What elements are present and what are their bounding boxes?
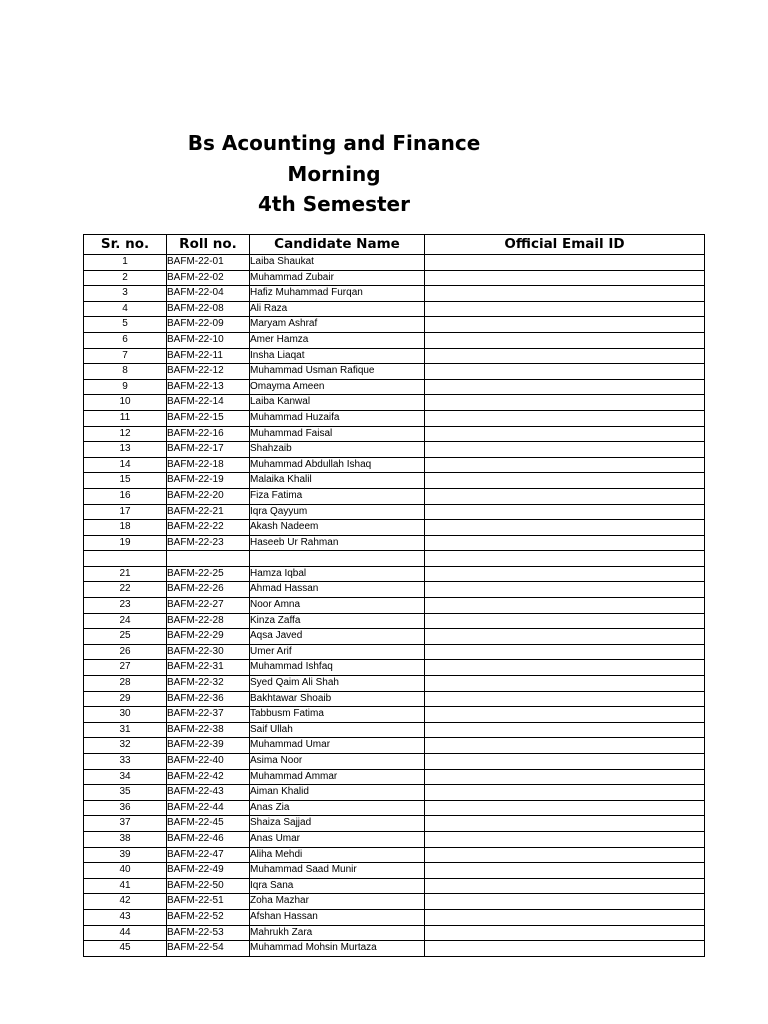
cell-sr-no: 37: [84, 816, 167, 832]
cell-roll-no: BAFM-22-13: [167, 379, 250, 395]
cell-roll-no: BAFM-22-20: [167, 488, 250, 504]
cell-candidate-name: Muhammad Saad Munir: [250, 863, 425, 879]
cell-roll-no: BAFM-22-22: [167, 520, 250, 536]
cell-roll-no: BAFM-22-37: [167, 707, 250, 723]
table-row: [84, 504, 705, 520]
table-row: [84, 520, 705, 536]
table-row: [84, 613, 705, 629]
cell-candidate-name: Kinza Zaffa: [250, 613, 425, 629]
cell-official-email: [425, 847, 705, 863]
header-sr-no: Sr. no.: [84, 235, 167, 255]
cell-candidate-name: Bakhtawar Shoaib: [250, 691, 425, 707]
cell-candidate-name: Asima Noor: [250, 754, 425, 770]
table-row: [84, 473, 705, 489]
cell-candidate-name: Zoha Mazhar: [250, 894, 425, 910]
cell-official-email: [425, 644, 705, 660]
table-row: [84, 925, 705, 941]
table-row: [84, 707, 705, 723]
shift-title: Morning: [287, 161, 381, 186]
cell-sr-no: 41: [84, 878, 167, 894]
cell-official-email: [425, 909, 705, 925]
cell-sr-no: 14: [84, 457, 167, 473]
cell-roll-no: BAFM-22-42: [167, 769, 250, 785]
cell-sr-no: 7: [84, 348, 167, 364]
cell-sr-no: 42: [84, 894, 167, 910]
cell-official-email: [425, 301, 705, 317]
cell-sr-no: 16: [84, 488, 167, 504]
cell-candidate-name: Syed Qaim Ali Shah: [250, 676, 425, 692]
cell-roll-no: BAFM-22-16: [167, 426, 250, 442]
cell-official-email: [425, 707, 705, 723]
table-row: [84, 301, 705, 317]
cell-official-email: [425, 379, 705, 395]
table-row: [84, 738, 705, 754]
cell-roll-no: BAFM-22-04: [167, 286, 250, 302]
table-row: [84, 894, 705, 910]
cell-candidate-name: Ali Raza: [250, 301, 425, 317]
cell-roll-no: BAFM-22-10: [167, 332, 250, 348]
cell-sr-no: 10: [84, 395, 167, 411]
table-row: [84, 270, 705, 286]
cell-sr-no: 9: [84, 379, 167, 395]
cell-candidate-name: Muhammad Mohsin Murtaza: [250, 941, 425, 957]
table-row: [84, 255, 705, 271]
cell-candidate-name: Aqsa Javed: [250, 629, 425, 645]
cell-official-email: [425, 270, 705, 286]
cell-candidate-name: Haseeb Ur Rahman: [250, 535, 425, 551]
table-row: [84, 941, 705, 957]
cell-roll-no: BAFM-22-25: [167, 566, 250, 582]
cell-candidate-name: Muhammad Faisal: [250, 426, 425, 442]
cell-official-email: [425, 613, 705, 629]
cell-roll-no: BAFM-22-15: [167, 410, 250, 426]
cell-candidate-name: Akash Nadeem: [250, 520, 425, 536]
cell-roll-no: BAFM-22-36: [167, 691, 250, 707]
student-roster-table: [83, 234, 705, 957]
table-row: [84, 754, 705, 770]
table-body: [84, 255, 705, 957]
cell-sr-no: 35: [84, 785, 167, 801]
cell-sr-no: 45: [84, 941, 167, 957]
cell-roll-no: BAFM-22-54: [167, 941, 250, 957]
cell-candidate-name: Muhammad Zubair: [250, 270, 425, 286]
cell-candidate-name: Shahzaib: [250, 442, 425, 458]
cell-sr-no: 3: [84, 286, 167, 302]
cell-roll-no: BAFM-22-27: [167, 598, 250, 614]
cell-official-email: [425, 925, 705, 941]
cell-official-email: [425, 488, 705, 504]
cell-candidate-name: Aiman Khalid: [250, 785, 425, 801]
cell-candidate-name: Anas Zia: [250, 800, 425, 816]
cell-official-email: [425, 535, 705, 551]
table-row: [84, 769, 705, 785]
cell-sr-no: 18: [84, 520, 167, 536]
cell-sr-no: 27: [84, 660, 167, 676]
cell-sr-no: 1: [84, 255, 167, 271]
cell-official-email: [425, 286, 705, 302]
cell-sr-no: 40: [84, 863, 167, 879]
header-roll-no: Roll no.: [167, 235, 250, 255]
program-title: Bs Acounting and Finance: [187, 131, 481, 155]
cell-roll-no: BAFM-22-30: [167, 644, 250, 660]
table-row: [84, 800, 705, 816]
cell-sr-no: 13: [84, 442, 167, 458]
cell-candidate-name: Anas Umar: [250, 831, 425, 847]
cell-sr-no: 39: [84, 847, 167, 863]
cell-official-email: [425, 894, 705, 910]
cell-candidate-name: Hafiz Muhammad Furqan: [250, 286, 425, 302]
cell-roll-no: BAFM-22-01: [167, 255, 250, 271]
cell-sr-no: [84, 551, 167, 567]
cell-sr-no: 44: [84, 925, 167, 941]
cell-roll-no: BAFM-22-09: [167, 317, 250, 333]
cell-official-email: [425, 566, 705, 582]
cell-roll-no: BAFM-22-31: [167, 660, 250, 676]
cell-roll-no: BAFM-22-50: [167, 878, 250, 894]
cell-official-email: [425, 426, 705, 442]
document-title: [134, 128, 534, 220]
table-row: [84, 909, 705, 925]
cell-roll-no: BAFM-22-12: [167, 364, 250, 380]
cell-candidate-name: Mahrukh Zara: [250, 925, 425, 941]
cell-roll-no: BAFM-22-39: [167, 738, 250, 754]
cell-official-email: [425, 332, 705, 348]
table-row: [84, 286, 705, 302]
cell-candidate-name: Ahmad Hassan: [250, 582, 425, 598]
cell-official-email: [425, 660, 705, 676]
cell-roll-no: BAFM-22-49: [167, 863, 250, 879]
cell-sr-no: 34: [84, 769, 167, 785]
cell-official-email: [425, 317, 705, 333]
table-row: [84, 410, 705, 426]
cell-roll-no: BAFM-22-43: [167, 785, 250, 801]
table-row: [84, 379, 705, 395]
cell-official-email: [425, 551, 705, 567]
cell-roll-no: BAFM-22-52: [167, 909, 250, 925]
cell-official-email: [425, 364, 705, 380]
cell-sr-no: 4: [84, 301, 167, 317]
cell-official-email: [425, 863, 705, 879]
table-row: [84, 535, 705, 551]
cell-roll-no: [167, 551, 250, 567]
cell-roll-no: BAFM-22-14: [167, 395, 250, 411]
table-row: [84, 457, 705, 473]
cell-official-email: [425, 754, 705, 770]
cell-candidate-name: Muhammad Usman Rafique: [250, 364, 425, 380]
cell-roll-no: BAFM-22-02: [167, 270, 250, 286]
cell-sr-no: 8: [84, 364, 167, 380]
table-row: [84, 566, 705, 582]
cell-official-email: [425, 520, 705, 536]
cell-candidate-name: Fiza Fatima: [250, 488, 425, 504]
table-row: [84, 676, 705, 692]
cell-official-email: [425, 691, 705, 707]
cell-official-email: [425, 457, 705, 473]
cell-roll-no: BAFM-22-29: [167, 629, 250, 645]
cell-roll-no: BAFM-22-08: [167, 301, 250, 317]
table-row: [84, 348, 705, 364]
cell-candidate-name: Muhammad Huzaifa: [250, 410, 425, 426]
cell-official-email: [425, 348, 705, 364]
table-row: [84, 878, 705, 894]
cell-candidate-name: Muhammad Abdullah Ishaq: [250, 457, 425, 473]
cell-official-email: [425, 255, 705, 271]
cell-candidate-name: Saif Ullah: [250, 722, 425, 738]
table-row: [84, 863, 705, 879]
cell-official-email: [425, 582, 705, 598]
cell-official-email: [425, 504, 705, 520]
cell-official-email: [425, 816, 705, 832]
cell-official-email: [425, 395, 705, 411]
cell-sr-no: 28: [84, 676, 167, 692]
table-row: [84, 442, 705, 458]
cell-candidate-name: Tabbusm Fatima: [250, 707, 425, 723]
table-row: [84, 317, 705, 333]
cell-sr-no: 12: [84, 426, 167, 442]
table-header-row: [84, 235, 705, 255]
semester-title: 4th Semester: [258, 192, 410, 216]
cell-roll-no: BAFM-22-28: [167, 613, 250, 629]
cell-sr-no: 30: [84, 707, 167, 723]
cell-roll-no: BAFM-22-23: [167, 535, 250, 551]
cell-sr-no: 2: [84, 270, 167, 286]
cell-official-email: [425, 442, 705, 458]
cell-candidate-name: Aliha Mehdi: [250, 847, 425, 863]
cell-official-email: [425, 676, 705, 692]
cell-roll-no: BAFM-22-11: [167, 348, 250, 364]
cell-roll-no: BAFM-22-17: [167, 442, 250, 458]
cell-candidate-name: Hamza Iqbal: [250, 566, 425, 582]
cell-sr-no: 22: [84, 582, 167, 598]
table-row: [84, 598, 705, 614]
cell-sr-no: 23: [84, 598, 167, 614]
cell-roll-no: BAFM-22-18: [167, 457, 250, 473]
cell-sr-no: 33: [84, 754, 167, 770]
cell-candidate-name: Muhammad Ammar: [250, 769, 425, 785]
cell-candidate-name: Omayma Ameen: [250, 379, 425, 395]
table-row: [84, 722, 705, 738]
cell-sr-no: 38: [84, 831, 167, 847]
table-row: [84, 831, 705, 847]
cell-candidate-name: Laiba Shaukat: [250, 255, 425, 271]
cell-sr-no: 36: [84, 800, 167, 816]
header-candidate-name: Candidate Name: [250, 235, 425, 255]
table-row: [84, 816, 705, 832]
cell-sr-no: 5: [84, 317, 167, 333]
cell-official-email: [425, 800, 705, 816]
table-row: [84, 629, 705, 645]
cell-candidate-name: Laiba Kanwal: [250, 395, 425, 411]
cell-sr-no: 43: [84, 909, 167, 925]
cell-sr-no: 15: [84, 473, 167, 489]
table-row: [84, 644, 705, 660]
cell-sr-no: 32: [84, 738, 167, 754]
cell-candidate-name: Muhammad Umar: [250, 738, 425, 754]
cell-roll-no: BAFM-22-47: [167, 847, 250, 863]
table-row: [84, 691, 705, 707]
cell-candidate-name: Iqra Sana: [250, 878, 425, 894]
cell-official-email: [425, 722, 705, 738]
cell-candidate-name: Umer Arif: [250, 644, 425, 660]
cell-candidate-name: Shaiza Sajjad: [250, 816, 425, 832]
table-row: [84, 582, 705, 598]
cell-official-email: [425, 785, 705, 801]
cell-roll-no: BAFM-22-21: [167, 504, 250, 520]
cell-sr-no: 31: [84, 722, 167, 738]
cell-official-email: [425, 629, 705, 645]
cell-candidate-name: [250, 551, 425, 567]
cell-candidate-name: Malaika Khalil: [250, 473, 425, 489]
table-row: [84, 426, 705, 442]
cell-roll-no: BAFM-22-19: [167, 473, 250, 489]
cell-sr-no: 21: [84, 566, 167, 582]
cell-sr-no: 6: [84, 332, 167, 348]
cell-sr-no: 11: [84, 410, 167, 426]
cell-roll-no: BAFM-22-38: [167, 722, 250, 738]
cell-official-email: [425, 769, 705, 785]
cell-candidate-name: Noor Amna: [250, 598, 425, 614]
cell-official-email: [425, 941, 705, 957]
cell-roll-no: BAFM-22-53: [167, 925, 250, 941]
cell-official-email: [425, 738, 705, 754]
cell-roll-no: BAFM-22-40: [167, 754, 250, 770]
table-row: [84, 488, 705, 504]
table-row: [84, 395, 705, 411]
cell-candidate-name: Amer Hamza: [250, 332, 425, 348]
cell-candidate-name: Insha Liaqat: [250, 348, 425, 364]
cell-official-email: [425, 598, 705, 614]
table-row: [84, 785, 705, 801]
cell-roll-no: BAFM-22-51: [167, 894, 250, 910]
cell-sr-no: 26: [84, 644, 167, 660]
cell-official-email: [425, 878, 705, 894]
cell-roll-no: BAFM-22-45: [167, 816, 250, 832]
cell-candidate-name: Maryam Ashraf: [250, 317, 425, 333]
cell-roll-no: BAFM-22-44: [167, 800, 250, 816]
cell-sr-no: 25: [84, 629, 167, 645]
cell-official-email: [425, 473, 705, 489]
cell-roll-no: BAFM-22-32: [167, 676, 250, 692]
table-row: [84, 364, 705, 380]
table-row: [84, 551, 705, 567]
cell-sr-no: 19: [84, 535, 167, 551]
cell-sr-no: 24: [84, 613, 167, 629]
cell-candidate-name: Afshan Hassan: [250, 909, 425, 925]
table-row: [84, 660, 705, 676]
cell-candidate-name: Iqra Qayyum: [250, 504, 425, 520]
table-row: [84, 332, 705, 348]
cell-sr-no: 17: [84, 504, 167, 520]
cell-roll-no: BAFM-22-46: [167, 831, 250, 847]
table-row: [84, 847, 705, 863]
cell-official-email: [425, 410, 705, 426]
cell-official-email: [425, 831, 705, 847]
cell-sr-no: 29: [84, 691, 167, 707]
header-official-email: Official Email ID: [425, 235, 705, 255]
cell-roll-no: BAFM-22-26: [167, 582, 250, 598]
cell-candidate-name: Muhammad Ishfaq: [250, 660, 425, 676]
